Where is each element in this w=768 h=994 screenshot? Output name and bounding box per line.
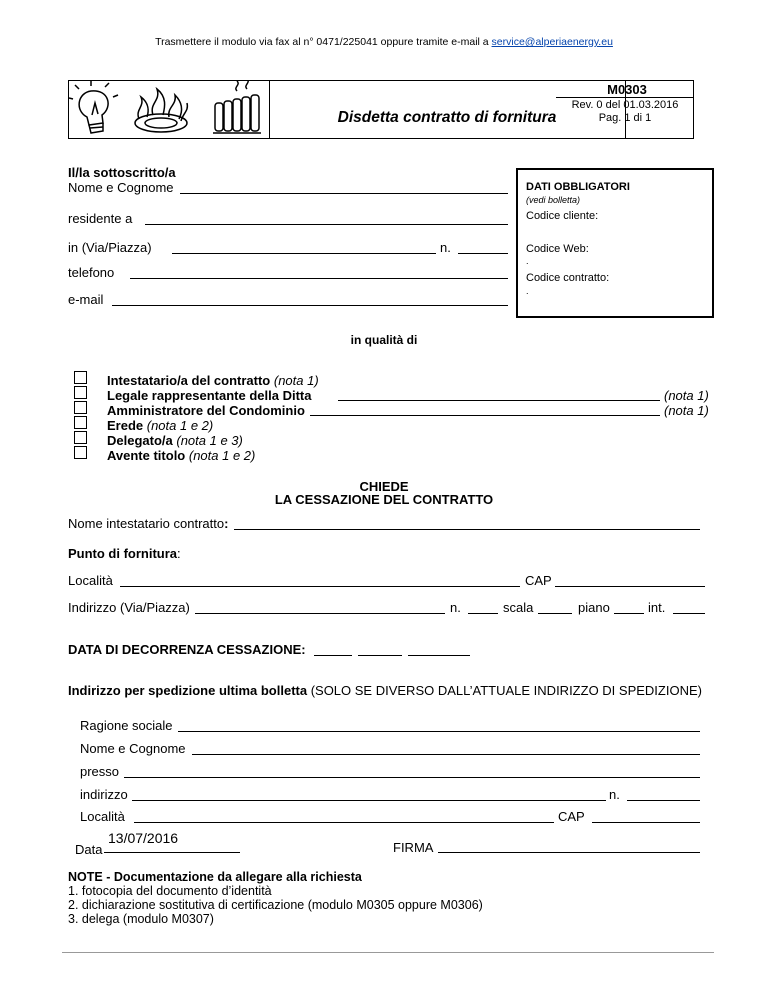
checkbox-delegate[interactable] bbox=[74, 431, 87, 444]
option-holder bbox=[107, 373, 319, 388]
name-label: Nome e Cognome bbox=[68, 180, 174, 195]
shipping-company-field[interactable] bbox=[178, 731, 700, 732]
transmission-note bbox=[0, 36, 768, 48]
option-legal-rep-note: (nota 1) bbox=[664, 388, 709, 403]
resident-field[interactable] bbox=[145, 224, 508, 225]
transmission-note-text: Trasmettere il modulo via fax al n° 0471/225041 oppure tramite e-mail a bbox=[155, 36, 492, 48]
administrator-condo-field[interactable] bbox=[310, 415, 660, 416]
option-holder-label: Intestatario/a del contratto bbox=[107, 373, 271, 388]
service-email-link[interactable]: service@alperiaenergy.eu bbox=[491, 36, 613, 48]
termination-year-field[interactable] bbox=[408, 655, 470, 656]
supply-locality-label: Località bbox=[68, 573, 113, 588]
supply-locality-field[interactable] bbox=[120, 586, 520, 587]
supply-number-field[interactable] bbox=[468, 613, 498, 614]
subscriber-heading: Il/la sottoscritto/a bbox=[68, 165, 176, 180]
termination-day-field[interactable] bbox=[314, 655, 352, 656]
header-logos bbox=[69, 81, 270, 138]
supply-interior-field[interactable] bbox=[673, 613, 705, 614]
mandatory-data-title: DATI OBBLIGATORI bbox=[526, 181, 630, 193]
signature-field[interactable] bbox=[438, 852, 700, 853]
form-title: Disdetta contratto di fornitura bbox=[337, 109, 557, 126]
supply-address-field[interactable] bbox=[195, 613, 445, 614]
option-entitled-note: (nota 1 e 2) bbox=[185, 448, 256, 463]
phone-field[interactable] bbox=[130, 278, 508, 279]
shipping-cap-field[interactable] bbox=[592, 822, 700, 823]
mandatory-data-subtitle: (vedi bolletta) bbox=[526, 195, 581, 205]
date-label: Data bbox=[75, 842, 103, 857]
supply-cap-label: CAP bbox=[525, 573, 552, 588]
termination-month-field[interactable] bbox=[358, 655, 402, 656]
street-number-field[interactable] bbox=[458, 253, 508, 254]
shipping-number-field[interactable] bbox=[627, 800, 700, 801]
shipping-address-label: indirizzo bbox=[80, 787, 128, 802]
supply-point-colon: : bbox=[177, 546, 181, 561]
holder-name-colon: : bbox=[224, 516, 229, 531]
holder-name-label bbox=[68, 516, 228, 531]
option-administrator-note: (nota 1) bbox=[664, 403, 709, 418]
supply-cap-field[interactable] bbox=[555, 586, 705, 587]
shipping-heading-rest: (SOLO SE DIVERSO DALL’ATTUALE INDIRIZZO DI SPEDIZIONE) bbox=[307, 683, 702, 698]
legal-rep-company-field[interactable] bbox=[338, 400, 660, 401]
option-holder-note: (nota 1) bbox=[270, 373, 319, 388]
shipping-name-field[interactable] bbox=[192, 754, 700, 755]
checkbox-heir[interactable] bbox=[74, 416, 87, 429]
lightbulb-icon bbox=[69, 81, 118, 133]
customer-code-label: Codice cliente: bbox=[526, 210, 599, 222]
supply-address-label: Indirizzo (Via/Piazza) bbox=[68, 600, 190, 615]
shipping-care-of-label: presso bbox=[80, 764, 120, 779]
option-administrator bbox=[107, 403, 305, 418]
street-field[interactable] bbox=[172, 253, 436, 254]
street-label: in (Via/Piazza) bbox=[68, 240, 152, 255]
footer-divider bbox=[62, 952, 714, 953]
mandatory-data-box bbox=[516, 168, 714, 318]
checkbox-administrator[interactable] bbox=[74, 401, 87, 414]
form-revision: Rev. 0 del 01.03.2016 bbox=[571, 99, 679, 111]
name-field[interactable] bbox=[180, 193, 508, 194]
supply-stair-field[interactable] bbox=[538, 613, 572, 614]
option-legal-rep-label: Legale rappresentante della Ditta bbox=[107, 388, 312, 403]
request-line-2: LA CESSAZIONE DEL CONTRATTO bbox=[274, 492, 494, 507]
shipping-care-of-field[interactable] bbox=[124, 777, 700, 778]
shipping-heading bbox=[68, 683, 702, 698]
contract-code-label: Codice contratto: bbox=[526, 272, 610, 284]
supply-floor-field[interactable] bbox=[614, 613, 644, 614]
option-delegate-note: (nota 1 e 3) bbox=[172, 433, 243, 448]
supply-floor-label: piano bbox=[578, 600, 610, 615]
shipping-heading-bold: Indirizzo per spedizione ultima bolletta bbox=[68, 683, 308, 698]
option-legal-rep bbox=[107, 388, 311, 403]
shipping-cap-label: CAP bbox=[558, 809, 585, 824]
shipping-company-label: Ragione sociale bbox=[80, 718, 173, 733]
shipping-number-label: n. bbox=[609, 787, 620, 802]
holder-name-label-text: Nome intestatario contratto bbox=[68, 516, 225, 531]
option-heir-note: (nota 1 e 2) bbox=[143, 418, 214, 433]
note-item-2: 2. dichiarazione sostitutiva di certificazione (modulo M0305 oppure M0306) bbox=[68, 898, 483, 912]
date-field-line bbox=[104, 852, 240, 853]
supply-interior-label: int. bbox=[648, 600, 666, 615]
option-delegate-label: Delegato/a bbox=[107, 433, 173, 448]
gas-flame-icon bbox=[135, 89, 187, 132]
holder-name-field[interactable] bbox=[234, 529, 700, 530]
form-page: Pag. 1 di 1 bbox=[598, 112, 652, 124]
supply-number-label: n. bbox=[450, 600, 461, 615]
checkbox-entitled[interactable] bbox=[74, 446, 87, 459]
checkbox-legal-rep[interactable] bbox=[74, 386, 87, 399]
email-field[interactable] bbox=[112, 305, 508, 306]
option-heir-label: Erede bbox=[107, 418, 144, 433]
web-code-value: . bbox=[526, 256, 529, 266]
checkbox-holder[interactable] bbox=[74, 371, 87, 384]
radiator-icon bbox=[213, 81, 261, 133]
shipping-locality-field[interactable] bbox=[134, 822, 554, 823]
termination-date-label: DATA DI DECORRENZA CESSAZIONE: bbox=[68, 642, 306, 657]
option-entitled-label: Avente titolo bbox=[107, 448, 186, 463]
email-label: e-mail bbox=[68, 292, 104, 307]
signature-label: FIRMA bbox=[393, 840, 434, 855]
street-number-label: n. bbox=[440, 240, 451, 255]
request-line-1: CHIEDE bbox=[359, 479, 409, 494]
phone-label: telefono bbox=[68, 265, 115, 280]
resident-label: residente a bbox=[68, 211, 133, 226]
note-item-1: 1. fotocopia del documento d’identità bbox=[68, 884, 272, 898]
date-value[interactable]: 13/07/2016 bbox=[108, 830, 179, 846]
option-heir bbox=[107, 418, 213, 433]
option-administrator-label: Amministratore del Condominio bbox=[107, 403, 305, 418]
note-item-3: 3. delega (modulo M0307) bbox=[68, 912, 214, 926]
shipping-address-field[interactable] bbox=[132, 800, 606, 801]
supply-point-label-text: Punto di fornitura bbox=[68, 546, 178, 561]
shipping-name-label: Nome e Cognome bbox=[80, 741, 186, 756]
contract-code-value: . bbox=[526, 286, 529, 296]
capacity-heading: in qualità di bbox=[350, 333, 418, 347]
notes-heading: NOTE - Documentazione da allegare alla richiesta bbox=[68, 870, 362, 884]
shipping-locality-label: Località bbox=[80, 809, 125, 824]
option-delegate bbox=[107, 433, 243, 448]
web-code-label: Codice Web: bbox=[526, 243, 589, 255]
form-code: M0303 bbox=[607, 82, 647, 97]
supply-stair-label: scala bbox=[503, 600, 534, 615]
supply-point-label bbox=[68, 546, 181, 561]
option-entitled bbox=[107, 448, 255, 463]
